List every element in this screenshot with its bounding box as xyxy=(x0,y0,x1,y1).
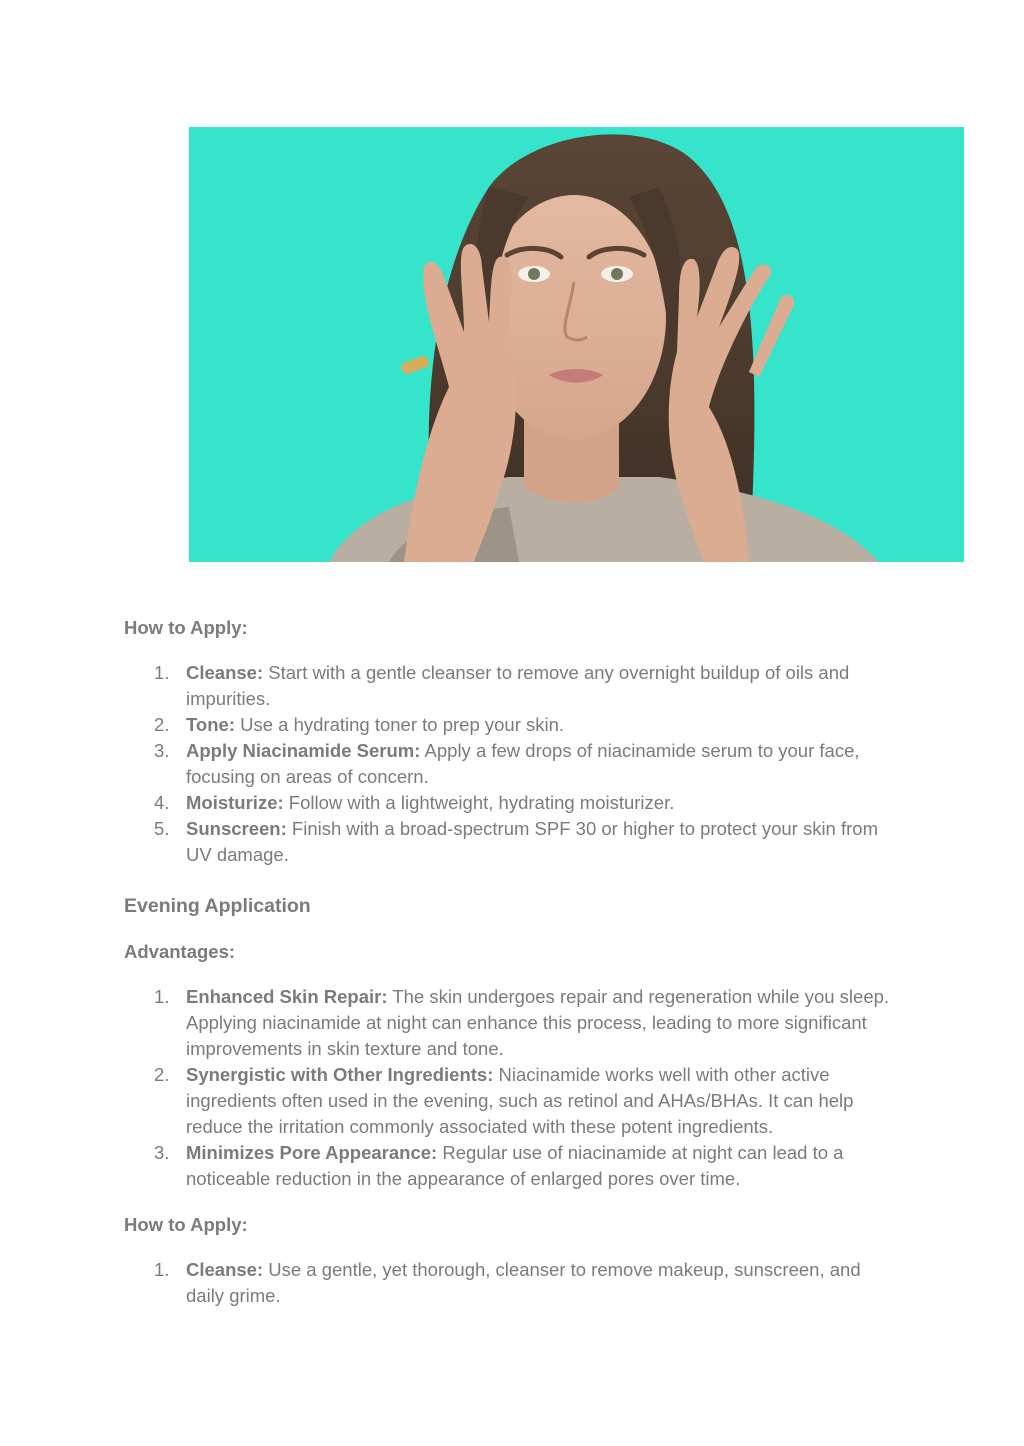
morning-steps-list xyxy=(124,660,924,868)
list-item xyxy=(124,1257,896,1309)
step-text: Apply a few drops of niacinamide serum to your face, focusing on areas of concern. xyxy=(186,740,860,787)
advantage-text: Niacinamide works well with other active ingredients often used in the evening, such as retinol and AHAs/BHAs. It can help reduce the irritation commonly associated with these potent ingredients. xyxy=(186,1064,854,1137)
list-item xyxy=(124,712,896,738)
list-item xyxy=(124,984,896,1062)
list-number: 2. xyxy=(154,1064,170,1085)
step-title: Cleanse: xyxy=(186,662,264,683)
list-number: 1. xyxy=(154,662,170,683)
list-item xyxy=(124,738,896,790)
advantage-title: Synergistic with Other Ingredients: xyxy=(186,1064,494,1085)
step-text: Use a gentle, yet thorough, cleanser to remove makeup, sunscreen, and daily grime. xyxy=(186,1259,861,1306)
advantages-heading: Advantages: xyxy=(124,941,236,962)
hero-photo xyxy=(189,127,964,562)
list-item xyxy=(124,790,896,816)
article-body xyxy=(124,610,924,1309)
step-title: Cleanse: xyxy=(186,1259,264,1280)
evening-section-heading: Evening Application xyxy=(124,895,311,917)
list-number: 3. xyxy=(154,740,170,761)
advantage-text: The skin undergoes repair and regeneration while you sleep. Applying niacinamide at night can enhance this process, leading to more significant improvements in skin texture and tone. xyxy=(186,986,890,1059)
step-title: Tone: xyxy=(186,714,235,735)
list-number: 2. xyxy=(154,714,170,735)
step-title: Apply Niacinamide Serum: xyxy=(186,740,421,761)
list-number: 4. xyxy=(154,792,170,813)
step-title: Moisturize: xyxy=(186,792,284,813)
step-text: Start with a gentle cleanser to remove any overnight buildup of oils and impurities. xyxy=(186,662,850,709)
advantage-title: Minimizes Pore Appearance: xyxy=(186,1142,438,1163)
advantage-text: Regular use of niacinamide at night can lead to a noticeable reduction in the appearance of enlarged pores over time. xyxy=(186,1142,844,1189)
list-number: 3. xyxy=(154,1142,170,1163)
list-number: 5. xyxy=(154,818,170,839)
list-item xyxy=(124,1140,896,1192)
list-number: 1. xyxy=(154,986,170,1007)
list-number: 1. xyxy=(154,1259,170,1280)
advantage-title: Enhanced Skin Repair: xyxy=(186,986,388,1007)
step-text: Use a hydrating toner to prep your skin. xyxy=(240,714,565,735)
evening-steps-list xyxy=(124,1257,924,1309)
step-text: Finish with a broad-spectrum SPF 30 or higher to protect your skin from UV damage. xyxy=(186,818,878,865)
advantages-list xyxy=(124,984,924,1192)
list-item xyxy=(124,660,896,712)
morning-how-to-apply-heading: How to Apply: xyxy=(124,617,248,638)
step-title: Sunscreen: xyxy=(186,818,287,839)
list-item xyxy=(124,1062,896,1140)
step-text: Follow with a lightweight, hydrating moisturizer. xyxy=(288,792,675,813)
woman-portrait-illustration xyxy=(189,127,964,562)
evening-how-to-apply-heading: How to Apply: xyxy=(124,1214,248,1235)
list-item xyxy=(124,816,896,868)
